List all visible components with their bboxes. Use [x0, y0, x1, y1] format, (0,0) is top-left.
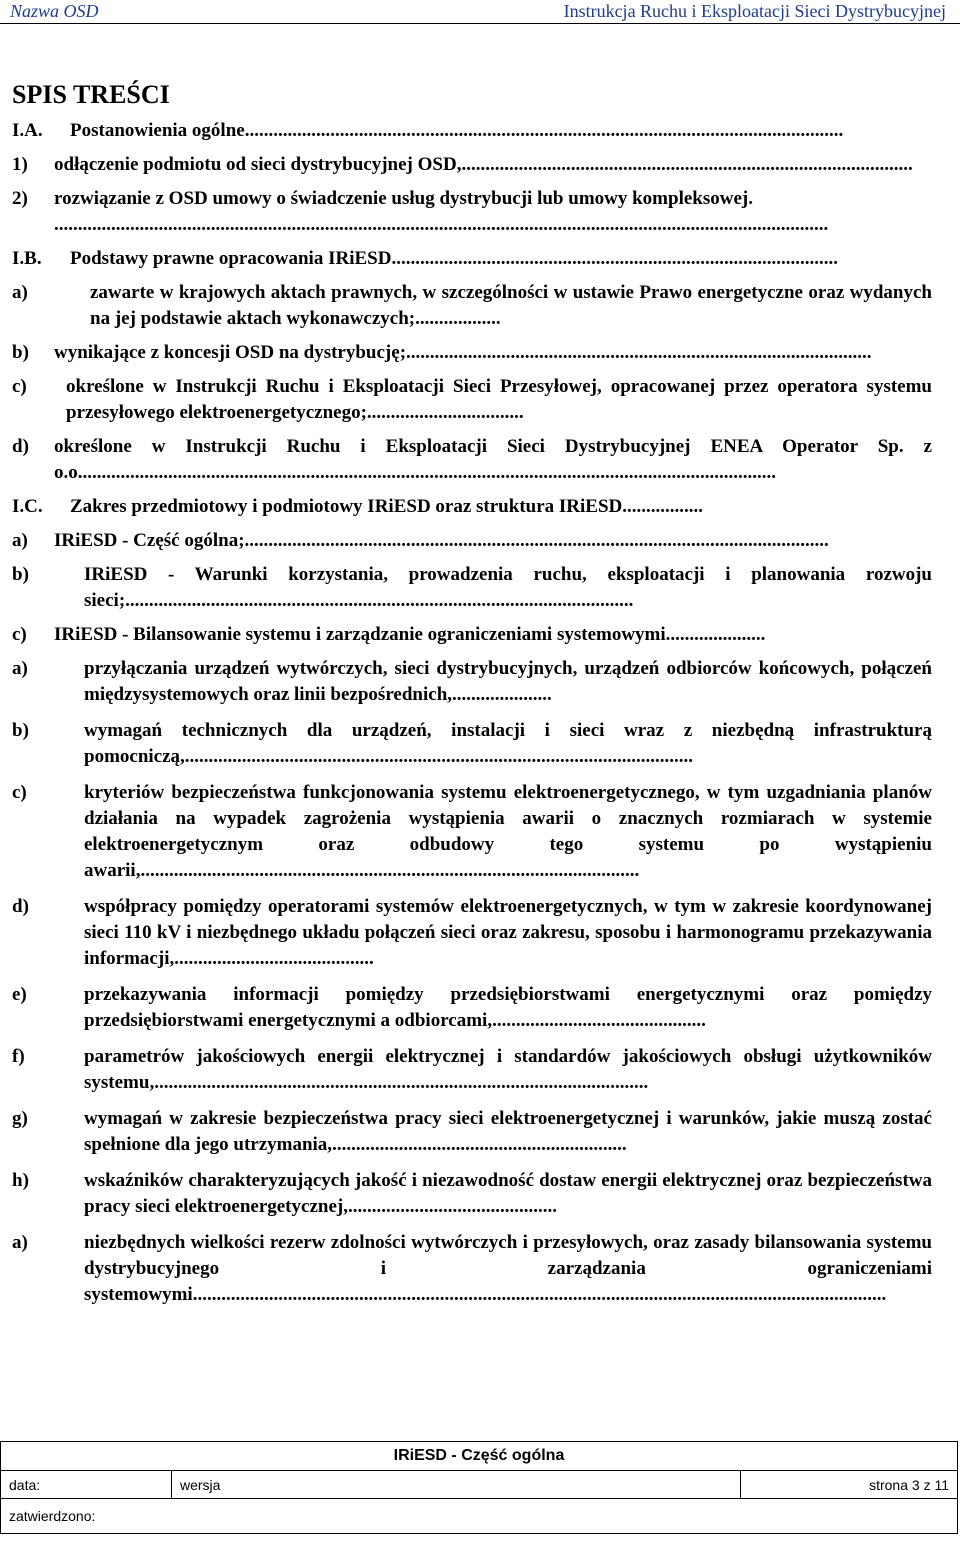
toc-entry[interactable] [12, 374, 932, 426]
toc-entry-leader-dots: ........................................................................................................... [184, 746, 694, 767]
toc-entry-label: e) [12, 984, 27, 1005]
toc-entry-text: rozwiązanie z OSD umowy o świadczenie usług dystrybucji lub umowy kompleksowej. [54, 188, 753, 209]
toc-entry-label: 1) [12, 154, 28, 175]
toc-entry-leader-dots: ..................... [665, 624, 766, 645]
toc-entry-label: b) [12, 342, 29, 363]
toc-entry-text: określone w Instrukcji Ruchu i Eksploatacji Sieci Dystrybucyjnej ENEA Operator Sp. z o.o [54, 436, 932, 483]
toc-entry[interactable] [12, 1106, 932, 1158]
toc-entry-text-wrapper [70, 246, 932, 272]
toc-entry-label: c) [12, 624, 27, 645]
toc-entry-label: h) [12, 1170, 29, 1191]
table-of-contents [12, 118, 932, 1318]
toc-entry-leader-dots: ............................................................................................... [461, 154, 913, 175]
toc-entry-text-wrapper [90, 280, 932, 332]
toc-entry[interactable] [12, 494, 932, 520]
footer-page-number: strona 3 z 11 [741, 1471, 958, 1499]
footer-date-label: data: [1, 1471, 172, 1499]
toc-entry-text-wrapper [66, 374, 932, 426]
toc-entry[interactable] [12, 718, 932, 770]
toc-entry-text: Podstawy prawne opracowania IRiESD [70, 248, 392, 269]
toc-entry-text-wrapper [84, 562, 932, 614]
toc-entry[interactable] [12, 186, 932, 238]
toc-entry-text-wrapper [84, 1044, 932, 1096]
toc-entry-label: I.B. [12, 248, 42, 269]
toc-entry-text-wrapper [84, 1168, 932, 1220]
toc-entry-text-wrapper [84, 656, 932, 708]
footer-table [0, 1441, 958, 1534]
toc-entry-leader-dots: .................................................................................................................................................. [192, 1284, 887, 1305]
toc-entry-text-wrapper [84, 780, 932, 884]
toc-entry-text: przekazywania informacji pomiędzy przedsiębiorstwami energetycznymi oraz pomiędzy przedsiębiorstwami energetycznymi a odbiorcami, [84, 984, 932, 1031]
toc-entry[interactable] [12, 1168, 932, 1220]
toc-entry-text-wrapper [54, 434, 932, 486]
page-footer [0, 1441, 960, 1549]
toc-entry-label: c) [12, 782, 27, 803]
toc-entry-leader-dots: .............................................................................................................................. [244, 120, 844, 141]
toc-entry[interactable] [12, 982, 932, 1034]
toc-entry-text: niezbędnych wielkości rezerw zdolności wytwórczych i przesyłowych, oraz zasady bilansowania systemu dystrybucyjnego i zarządzania ograniczeniami systemowymi [84, 1232, 932, 1305]
toc-entry-text-wrapper [70, 118, 932, 144]
toc-entry-text: zawarte w krajowych aktach prawnych, w szczególności w ustawie Prawo energetyczne oraz wydanych na jej podstawie aktach wykonawczych; [90, 282, 932, 329]
toc-entry-label: I.A. [12, 120, 43, 141]
toc-title: SPIS TREŚCI [12, 80, 170, 109]
page-header [0, 0, 960, 24]
toc-entry[interactable] [12, 622, 932, 648]
toc-entry-label: a) [12, 1232, 28, 1253]
toc-entry-leader-dots: ............................................. [492, 1010, 706, 1031]
toc-entry-text: parametrów jakościowych energii elektrycznej i standardów jakościowych obsługi użytkowników systemu, [84, 1046, 932, 1093]
toc-entry-text: Postanowienia ogólne [70, 120, 245, 141]
toc-entry-label: d) [12, 896, 29, 917]
toc-entry-text-wrapper [54, 528, 932, 554]
toc-entry-text: wynikające z koncesji OSD na dystrybucję; [54, 342, 407, 363]
toc-entry-text: wskaźników charakteryzujących jakość i niezawodność dostaw energii elektrycznej oraz bezpieczeństwa pracy sieci elektroenergetycznej, [84, 1170, 932, 1217]
toc-entry-leader-dots: ................................................................................................................................................... [77, 462, 776, 483]
toc-entry-label: d) [12, 436, 29, 457]
toc-entry-label: f) [12, 1046, 25, 1067]
toc-entry-text: IRiESD - Część ogólna; [54, 530, 245, 551]
toc-entry-text: Zakres przedmiotowy i podmiotowy IRiESD oraz struktura IRiESD [70, 496, 623, 517]
footer-approved-label: zatwierdzono: [1, 1499, 958, 1534]
toc-entry-text: kryteriów bezpieczeństwa funkcjonowania systemu elektroenergetycznego, w tym uzgadniania planów działania na wypadek zagrożenia wystąpienia awarii o znacznych rozmiarach w systemie elektroenergetycznym oraz odbudowy tego systemu po wystąpieniu awarii, [84, 782, 932, 881]
toc-entry-text-wrapper [70, 494, 932, 520]
toc-entry[interactable] [12, 152, 932, 178]
toc-entry-text-wrapper [54, 340, 932, 366]
toc-entry-leader-dots: .............................................................. [332, 1134, 627, 1155]
toc-entry-leader-dots: ................. [622, 496, 704, 517]
toc-entry-leader-dots: ................................................................................................................................................................... [54, 214, 829, 235]
toc-entry[interactable] [12, 780, 932, 884]
toc-entry[interactable] [12, 656, 932, 708]
toc-entry-text: współpracy pomiędzy operatorami systemów elektroenergetycznych, w tym w zakresie koordynowanej sieci 110 kV i niezbędnego układu połączeń sieci oraz zakresu, sposobu i harmonogramu przekazywania informacji, [84, 896, 932, 969]
toc-entry-leader-dots: ........................................................................................................................... [244, 530, 829, 551]
toc-entry[interactable] [12, 434, 932, 486]
toc-entry-text: określone w Instrukcji Ruchu i Eksploatacji Sieci Przesyłowej, opracowanej przez operatora systemu przesyłowego elektroenergetycznego; [66, 376, 932, 423]
toc-entry-text-wrapper [84, 718, 932, 770]
toc-entry-label: a) [12, 530, 28, 551]
toc-entry-label: b) [12, 720, 29, 741]
toc-entry[interactable] [12, 1044, 932, 1096]
toc-entry-text: wymagań w zakresie bezpieczeństwa pracy sieci elektroenergetycznej i warunków, jakie muszą zostać spełnione dla jego utrzymania, [84, 1108, 932, 1155]
toc-entry-text-wrapper [84, 1230, 932, 1308]
header-osd-name: Nazwa OSD [10, 1, 99, 21]
toc-entry[interactable] [12, 340, 932, 366]
toc-entry-leader-dots: ............................................ [347, 1196, 557, 1217]
toc-entry-leader-dots: .......................................... [174, 948, 374, 969]
toc-entry-label: a) [12, 658, 28, 679]
toc-entry[interactable] [12, 280, 932, 332]
toc-entry-leader-dots: ......................................................................................................... [140, 860, 640, 881]
toc-entry-leader-dots: ................................. [366, 402, 524, 423]
toc-entry-text-wrapper [84, 1106, 932, 1158]
toc-entry[interactable] [12, 894, 932, 972]
toc-entry-text-wrapper [84, 894, 932, 972]
toc-entry[interactable] [12, 1230, 932, 1308]
toc-entry[interactable] [12, 528, 932, 554]
header-document-title: Instrukcja Ruchu i Eksploatacji Sieci Dystrybucyjnej [563, 1, 946, 21]
toc-entry-leader-dots: ........................................................................................................... [125, 590, 634, 611]
toc-entry-leader-dots: .................................................................................................. [406, 342, 872, 363]
toc-entry-text-wrapper [54, 622, 932, 648]
toc-entry-label: 2) [12, 188, 28, 209]
toc-entry-label: I.C. [12, 496, 43, 517]
toc-entry-label: b) [12, 564, 29, 585]
toc-entry-label: a) [12, 282, 28, 303]
toc-entry-leader-dots: ........................................................................................................ [154, 1072, 649, 1093]
toc-entry-text: IRiESD - Warunki korzystania, prowadzenia ruchu, eksploatacji i planowania rozwoju sieci; [84, 564, 932, 611]
footer-version-label: wersja [172, 1471, 741, 1499]
toc-entry-leader-dots: .................. [415, 308, 501, 329]
toc-entry[interactable] [12, 118, 932, 144]
toc-entry-text: odłączenie podmiotu od sieci dystrybucyjnej OSD, [54, 154, 462, 175]
toc-entry-label: g) [12, 1108, 28, 1129]
toc-entry-text-wrapper [84, 982, 932, 1034]
toc-entry-text-wrapper [54, 152, 932, 178]
toc-entry-text: IRiESD - Bilansowanie systemu i zarządzanie ograniczeniami systemowymi [54, 624, 666, 645]
toc-entry-leader-dots: .............................................................................................. [391, 248, 838, 269]
toc-entry-label: c) [12, 376, 27, 397]
toc-entry-leader-dots: ..................... [452, 684, 552, 705]
footer-title: IRiESD - Część ogólna [1, 1442, 958, 1471]
toc-entry-text-wrapper [54, 186, 932, 238]
toc-entry-text: wymagań technicznych dla urządzeń, instalacji i sieci wraz z niezbędną infrastrukturą pomocniczą, [84, 720, 932, 767]
toc-entry-text: przyłączania urządzeń wytwórczych, sieci dystrybucyjnych, urządzeń odbiorców końcowych, połączeń międzysystemowych oraz linii bezpośrednich, [84, 658, 932, 705]
toc-entry[interactable] [12, 562, 932, 614]
toc-entry[interactable] [12, 246, 932, 272]
